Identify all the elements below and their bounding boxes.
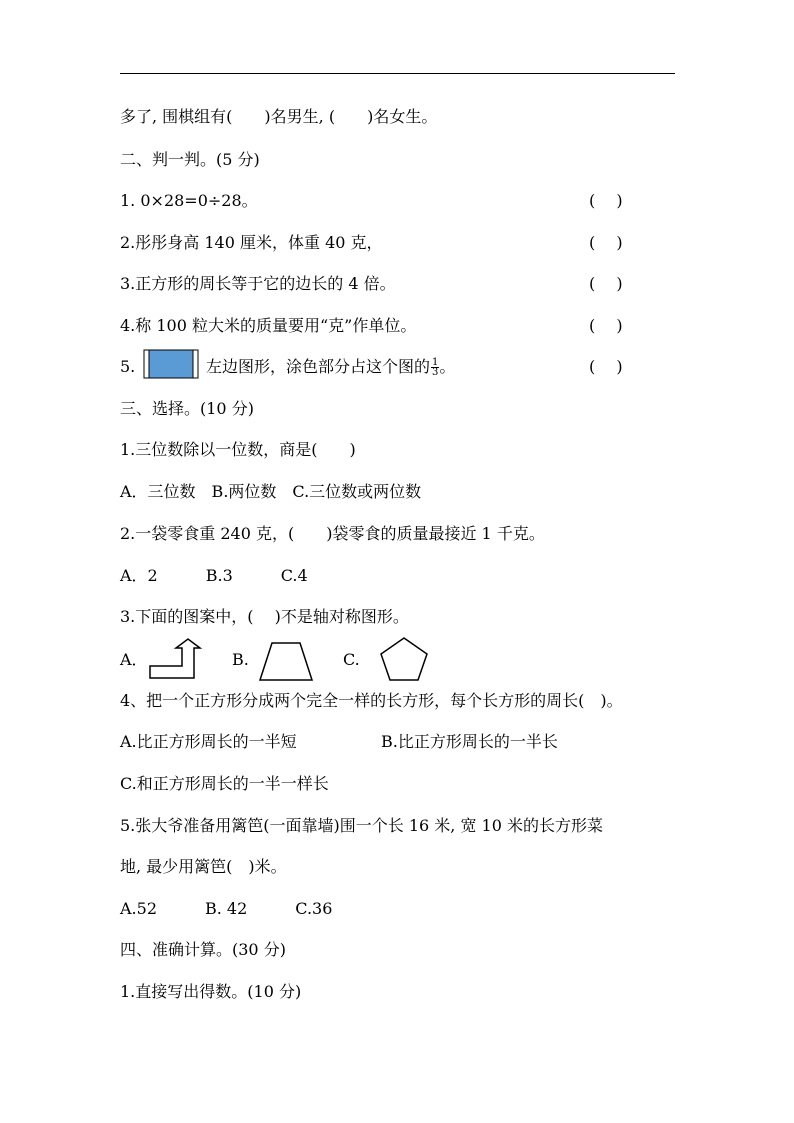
choice-q4-option-b: B.比正方形周长的一半长 [381, 732, 558, 751]
judge-answer-3[interactable]: ( ) [589, 274, 623, 293]
choice-q3-option-a: A． [120, 650, 148, 669]
choice-q3-option-c: C. [343, 650, 360, 669]
judge-item-4: 4.称 100 粒大米的质量要用“克”作单位。 [120, 316, 417, 335]
choice-q2-options: A．2 B.3 C.4 [120, 566, 308, 585]
section2-heading: 二、判一判。(5 分) [120, 150, 260, 169]
choice-q5-line2: 地, 最少用篱笆( )米。 [120, 857, 287, 876]
shaded-rectangle-icon [143, 349, 199, 379]
choice-q5-options: A.52 B. 42 C.36 [120, 899, 333, 918]
judge-answer-2[interactable]: ( ) [589, 233, 623, 252]
continuation-text: 多了, 围棋组有( )名男生, ( )名女生。 [120, 107, 438, 126]
choice-q1: 1.三位数除以一位数，商是( ) [120, 440, 356, 459]
choice-q1-options: A．三位数 B.两位数 C.三位数或两位数 [120, 482, 422, 501]
choice-q4-option-a: A.比正方形周长的一半短 [120, 732, 297, 751]
section4-sub1: 1.直接写出得数。(10 分) [120, 982, 302, 1001]
judge-item-3: 3.正方形的周长等于它的边长的 4 倍。 [120, 274, 396, 293]
choice-q3-option-b: B. [232, 650, 249, 669]
choice-q5-line1: 5.张大爷准备用篱笆(一面靠墙)围一个长 16 米, 宽 10 米的长方形菜 [120, 816, 603, 835]
judge-item-5-text: 左边图形，涂色部分占这个图的 $\frac{1}{3}$ 。 [206, 357, 456, 378]
trapezoid-shape-icon [258, 640, 314, 682]
choice-q3: 3.下面的图案中，( )不是轴对称图形。 [120, 607, 409, 626]
choice-q4-option-c: C.和正方形周长的一半一样长 [120, 774, 329, 793]
judge-item-1: 1. 0×28=0÷28。 [120, 191, 258, 210]
judge-answer-5[interactable]: ( ) [589, 357, 623, 376]
judge-answer-1[interactable]: ( ) [589, 191, 623, 210]
choice-q2: 2.一袋零食重 240 克，( )袋零食的质量最接近 1 千克。 [120, 524, 545, 543]
section4-heading: 四、准确计算。(30 分) [120, 940, 286, 959]
judge-answer-4[interactable]: ( ) [589, 316, 623, 335]
judge-item-2: 2.彤彤身高 140 厘米，体重 40 克， [120, 233, 383, 252]
section3-heading: 三、选择。(10 分) [120, 399, 254, 418]
pentagon-shape-icon [378, 635, 430, 683]
judge-item-5-label: 左边图形，涂色部分占这个图的 [206, 357, 431, 376]
arrow-shape-icon [146, 636, 204, 682]
judge-item-5-number: 5. [120, 357, 136, 376]
header-rule [120, 73, 675, 74]
choice-q4: 4、把一个正方形分成两个完全一样的长方形，每个长方形的周长( )。 [120, 691, 623, 710]
fraction-one-third: $\frac{1}{3}$ [432, 357, 439, 378]
